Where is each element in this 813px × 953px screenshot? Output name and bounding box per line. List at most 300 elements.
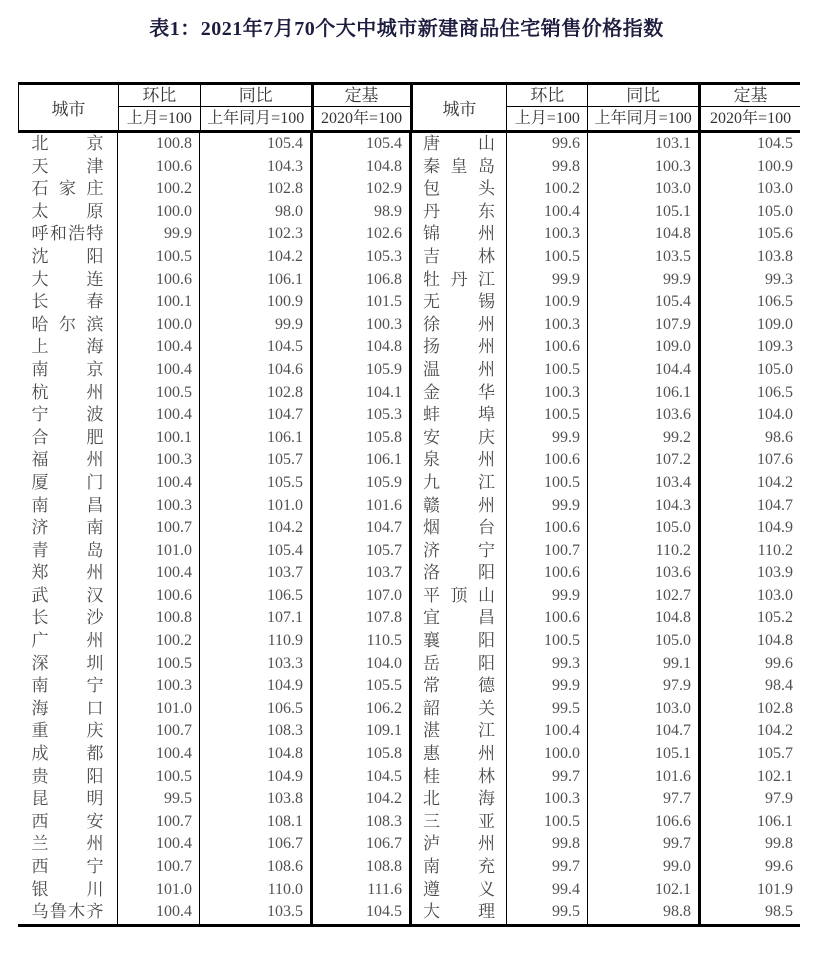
- table-row: [18, 585, 800, 608]
- city-name: 三 亚: [423, 811, 495, 831]
- city-cell-left: [18, 133, 118, 156]
- yoy-value-left: 104.3: [200, 156, 313, 179]
- city-cell-right: [412, 269, 507, 292]
- city-cell-left: [18, 630, 118, 653]
- fixed-value-right: 99.3: [765, 270, 793, 288]
- mom-value-right: 99.9: [507, 269, 588, 292]
- yoy-value-right: 102.7: [588, 585, 701, 608]
- city-name: 合 肥: [31, 427, 104, 447]
- yoy-value-left: 104.9: [200, 675, 313, 698]
- yoy-value-right: 105.0: [588, 630, 701, 653]
- mom-value-left: 100.5: [118, 382, 200, 405]
- mom-value-right: 100.3: [507, 223, 588, 246]
- mom-value-left: 100.7: [118, 720, 200, 743]
- fixed-value-left: 106.7: [313, 833, 412, 856]
- mom-value-left: 100.4: [118, 562, 200, 585]
- fixed-value-right: 103.0: [757, 180, 793, 198]
- city-cell-right: [412, 585, 507, 608]
- yoy-value-right: 107.9: [588, 314, 701, 337]
- mom-value-right: 100.2: [507, 178, 588, 201]
- fixed-value-right: 99.6: [765, 858, 793, 875]
- fixed-value-left: 106.2: [313, 698, 412, 721]
- city-cell-left: [18, 382, 118, 405]
- fixed-value-right: 104.8: [757, 632, 793, 650]
- city-cell-right: [412, 133, 507, 156]
- fixed-value-left: 105.9: [313, 472, 412, 495]
- mom-value-right: 100.0: [507, 743, 588, 766]
- city-cell-right: [412, 291, 507, 314]
- yoy-value-right: 97.7: [588, 788, 701, 811]
- city-cell-left: [18, 811, 118, 834]
- yoy-value-left: 98.0: [200, 201, 313, 224]
- mom-value-right: 99.7: [507, 766, 588, 789]
- fixed-value-right: 109.3: [757, 338, 793, 356]
- yoy-value-left: 108.1: [200, 811, 313, 834]
- city-cell-right: [412, 720, 507, 743]
- yoy-value-left: 103.3: [200, 653, 313, 676]
- header-yoy-right: [588, 85, 701, 130]
- city-name: 海 口: [31, 698, 104, 718]
- fixed-value-left: 98.9: [313, 201, 412, 224]
- table-row: [18, 133, 800, 156]
- table-body: [18, 133, 800, 927]
- mom-value-right: 99.3: [507, 653, 588, 676]
- city-name: 安 庆: [423, 427, 495, 447]
- city-cell-left: [18, 472, 118, 495]
- mom-value-left: 100.4: [118, 901, 200, 924]
- header-city-left-label: 城市: [51, 100, 86, 119]
- city-name: 徐 州: [423, 314, 495, 334]
- city-name: 上 海: [31, 337, 104, 357]
- city-name: 洛 阳: [423, 563, 495, 583]
- city-name: 宜 昌: [423, 608, 495, 628]
- table-row: [18, 811, 800, 834]
- yoy-value-right: 99.2: [588, 427, 701, 450]
- header-mom-left-label: 环比: [119, 85, 200, 107]
- city-cell-right: [412, 359, 507, 382]
- fixed-value-right: 98.5: [765, 903, 793, 921]
- fixed-value-left: 104.0: [313, 653, 412, 676]
- city-name: 遵 义: [423, 879, 495, 899]
- city-cell-left: [18, 856, 118, 879]
- city-name: 杭 州: [31, 382, 104, 402]
- fixed-value-right: 102.8: [757, 699, 793, 717]
- fixed-value-right: 97.9: [765, 790, 793, 808]
- city-cell-left: [18, 427, 118, 450]
- fixed-value-right: 103.9: [757, 564, 793, 582]
- header-fixed-right: [701, 85, 800, 130]
- city-name: 烟 台: [423, 518, 495, 538]
- table-row: [18, 833, 800, 856]
- table-row: [18, 449, 800, 472]
- table-row: [18, 743, 800, 766]
- mom-value-left: 100.5: [118, 246, 200, 269]
- fixed-value-right: 104.9: [757, 519, 793, 537]
- city-cell-right: [412, 788, 507, 811]
- city-name: 太 原: [31, 201, 104, 221]
- header-fixed-right-base: 2020年=100: [710, 110, 792, 127]
- yoy-value-right: 104.3: [588, 495, 701, 518]
- city-cell-left: [18, 743, 118, 766]
- yoy-value-right: 110.2: [588, 540, 701, 563]
- yoy-value-left: 106.1: [200, 269, 313, 292]
- yoy-value-right: 104.8: [588, 607, 701, 630]
- mom-value-right: 100.5: [507, 359, 588, 382]
- city-cell-right: [412, 540, 507, 563]
- city-cell-right: [412, 472, 507, 495]
- mom-value-right: 99.5: [507, 698, 588, 721]
- city-cell-right: [412, 382, 507, 405]
- yoy-value-left: 101.0: [200, 495, 313, 518]
- mom-value-left: 100.1: [118, 427, 200, 450]
- header-fixed-left: [314, 85, 413, 130]
- city-name: 深 圳: [31, 653, 104, 673]
- city-cell-right: [412, 562, 507, 585]
- city-cell-right: [412, 698, 507, 721]
- city-name: 韶 关: [423, 698, 495, 718]
- fixed-value-right: 106.1: [757, 812, 793, 830]
- table-row: [18, 607, 800, 630]
- fixed-value-left: 108.3: [313, 811, 412, 834]
- city-cell-left: [18, 540, 118, 563]
- yoy-value-right: 104.4: [588, 359, 701, 382]
- fixed-value-right: 98.6: [765, 428, 793, 446]
- mom-value-left: 100.2: [118, 178, 200, 201]
- city-name: 包 头: [423, 179, 495, 199]
- city-name: 大 连: [31, 269, 104, 289]
- fixed-value-right: 107.6: [757, 451, 793, 469]
- city-cell-left: [18, 449, 118, 472]
- city-name: 唐 山: [423, 134, 495, 153]
- fixed-value-left: 103.7: [313, 562, 412, 585]
- mom-value-left: 100.6: [118, 585, 200, 608]
- city-name: 南 宁: [31, 676, 104, 696]
- yoy-value-right: 99.1: [588, 653, 701, 676]
- fixed-value-right: 104.7: [757, 496, 793, 514]
- yoy-value-right: 99.9: [588, 269, 701, 292]
- city-cell-right: [412, 156, 507, 179]
- yoy-value-right: 103.5: [588, 246, 701, 269]
- city-name: 银 川: [31, 879, 104, 899]
- header-mom-right-label: 环比: [507, 85, 587, 107]
- city-name: 重 庆: [31, 721, 104, 741]
- city-name: 九 江: [423, 472, 495, 492]
- fixed-value-right: 104.0: [757, 406, 793, 424]
- yoy-value-right: 106.6: [588, 811, 701, 834]
- city-name: 秦 皇 岛: [423, 156, 495, 176]
- mom-value-right: 100.6: [507, 336, 588, 359]
- city-cell-left: [18, 833, 118, 856]
- city-name: 天 津: [31, 156, 104, 176]
- mom-value-left: 100.7: [118, 517, 200, 540]
- city-name: 北 京: [31, 134, 104, 153]
- table-row: [18, 291, 800, 314]
- fixed-value-left: 109.1: [313, 720, 412, 743]
- header-mom-left-base: 上月=100: [126, 110, 192, 127]
- city-name: 厦 门: [31, 472, 104, 492]
- city-name: 大 理: [423, 902, 495, 922]
- yoy-value-left: 106.5: [200, 698, 313, 721]
- yoy-value-right: 105.1: [588, 201, 701, 224]
- city-cell-right: [412, 404, 507, 427]
- table-row: [18, 382, 800, 405]
- table-row: [18, 856, 800, 879]
- mom-value-left: 100.1: [118, 291, 200, 314]
- price-index-table: [18, 82, 800, 927]
- city-name: 襄 阳: [423, 631, 495, 651]
- city-cell-left: [18, 562, 118, 585]
- city-name: 湛 江: [423, 721, 495, 741]
- table-row: [18, 472, 800, 495]
- city-cell-right: [412, 675, 507, 698]
- yoy-value-left: 104.2: [200, 246, 313, 269]
- city-name: 南 昌: [31, 495, 104, 515]
- yoy-value-left: 110.9: [200, 630, 313, 653]
- fixed-value-left: 105.8: [313, 427, 412, 450]
- yoy-value-left: 106.5: [200, 585, 313, 608]
- city-cell-left: [18, 223, 118, 246]
- fixed-value-right: 109.0: [757, 315, 793, 333]
- fixed-value-right: 102.1: [757, 767, 793, 785]
- mom-value-left: 100.3: [118, 495, 200, 518]
- mom-value-right: 99.9: [507, 585, 588, 608]
- yoy-value-left: 99.9: [200, 314, 313, 337]
- fixed-value-right: 98.4: [765, 677, 793, 695]
- fixed-value-right: 101.9: [757, 880, 793, 898]
- city-cell-right: [412, 743, 507, 766]
- table-row: [18, 630, 800, 653]
- city-cell-right: [412, 630, 507, 653]
- header-mom-left: [119, 85, 201, 130]
- city-cell-left: [18, 495, 118, 518]
- table-row: [18, 901, 800, 924]
- city-name: 兰 州: [31, 834, 104, 854]
- yoy-value-left: 104.2: [200, 517, 313, 540]
- city-cell-left: [18, 720, 118, 743]
- city-cell-left: [18, 901, 118, 924]
- city-name: 成 都: [31, 744, 104, 764]
- table-row: [18, 178, 800, 201]
- mom-value-right: 100.5: [507, 472, 588, 495]
- table-row: [18, 675, 800, 698]
- fixed-value-left: 110.5: [313, 630, 412, 653]
- city-cell-right: [412, 901, 507, 924]
- city-name: 广 州: [31, 631, 104, 651]
- fixed-value-right: 105.7: [757, 745, 793, 763]
- yoy-value-right: 103.6: [588, 562, 701, 585]
- mom-value-left: 100.8: [118, 607, 200, 630]
- yoy-value-left: 105.5: [200, 472, 313, 495]
- fixed-value-left: 106.8: [313, 269, 412, 292]
- mom-value-left: 100.8: [118, 133, 200, 156]
- table-row: [18, 540, 800, 563]
- city-name: 福 州: [31, 450, 104, 470]
- table-row: [18, 336, 800, 359]
- city-name: 济 宁: [423, 540, 495, 560]
- fixed-value-left: 104.2: [313, 788, 412, 811]
- city-name: 宁 波: [31, 405, 104, 425]
- fixed-value-right: 104.2: [757, 722, 793, 740]
- city-name: 吉 林: [423, 246, 495, 266]
- header-city-right: [413, 85, 508, 130]
- fixed-value-right: 100.9: [757, 157, 793, 175]
- yoy-value-left: 106.7: [200, 833, 313, 856]
- city-cell-right: [412, 178, 507, 201]
- mom-value-right: 100.3: [507, 314, 588, 337]
- city-cell-right: [412, 223, 507, 246]
- fixed-value-left: 102.9: [313, 178, 412, 201]
- fixed-value-left: 107.0: [313, 585, 412, 608]
- city-cell-right: [412, 879, 507, 902]
- city-cell-left: [18, 788, 118, 811]
- city-name: 平 顶 山: [423, 585, 495, 605]
- mom-value-left: 100.4: [118, 472, 200, 495]
- fixed-value-right: 99.8: [765, 835, 793, 853]
- yoy-value-right: 103.0: [588, 178, 701, 201]
- mom-value-right: 100.3: [507, 788, 588, 811]
- fixed-value-left: 104.7: [313, 517, 412, 540]
- city-cell-right: [412, 246, 507, 269]
- fixed-value-left: 105.3: [313, 404, 412, 427]
- city-cell-right: [412, 833, 507, 856]
- city-cell-right: [412, 336, 507, 359]
- city-name: 济 南: [31, 518, 104, 538]
- fixed-value-right: 106.5: [757, 293, 793, 311]
- city-cell-left: [18, 404, 118, 427]
- header-yoy-right-label: 同比: [588, 85, 698, 107]
- city-cell-left: [18, 201, 118, 224]
- city-name: 乌 鲁 木 齐: [31, 902, 104, 922]
- header-yoy-right-base: 上年同月=100: [594, 110, 692, 127]
- city-cell-right: [412, 607, 507, 630]
- yoy-value-right: 97.9: [588, 675, 701, 698]
- mom-value-left: 100.3: [118, 449, 200, 472]
- city-name: 泉 州: [423, 450, 495, 470]
- mom-value-right: 100.3: [507, 382, 588, 405]
- yoy-value-left: 104.6: [200, 359, 313, 382]
- city-cell-left: [18, 607, 118, 630]
- table-row: [18, 404, 800, 427]
- city-name: 郑 州: [31, 563, 104, 583]
- mom-value-right: 99.9: [507, 427, 588, 450]
- city-name: 北 海: [423, 789, 495, 809]
- mom-value-left: 100.7: [118, 856, 200, 879]
- fixed-value-right: 105.2: [757, 609, 793, 627]
- mom-value-left: 100.4: [118, 359, 200, 382]
- fixed-value-left: 106.1: [313, 449, 412, 472]
- city-cell-left: [18, 653, 118, 676]
- fixed-value-right: 105.0: [757, 202, 793, 220]
- city-name: 惠 州: [423, 744, 495, 764]
- city-name: 呼 和 浩 特: [31, 224, 104, 244]
- yoy-value-left: 110.0: [200, 879, 313, 902]
- table-row: [18, 766, 800, 789]
- city-name: 常 德: [423, 676, 495, 696]
- yoy-value-right: 101.6: [588, 766, 701, 789]
- fixed-value-left: 107.8: [313, 607, 412, 630]
- city-name: 西 安: [31, 811, 104, 831]
- city-name: 沈 阳: [31, 246, 104, 266]
- fixed-value-left: 105.3: [313, 246, 412, 269]
- city-name: 锦 州: [423, 224, 495, 244]
- city-cell-right: [412, 495, 507, 518]
- header-city-left: [19, 85, 119, 130]
- city-cell-left: [18, 517, 118, 540]
- yoy-value-right: 102.1: [588, 879, 701, 902]
- fixed-value-right: 99.6: [765, 654, 793, 672]
- city-cell-left: [18, 269, 118, 292]
- table-row: [18, 720, 800, 743]
- mom-value-right: 100.5: [507, 404, 588, 427]
- yoy-value-right: 99.7: [588, 833, 701, 856]
- city-name: 长 沙: [31, 608, 104, 628]
- city-cell-left: [18, 246, 118, 269]
- yoy-value-right: 109.0: [588, 336, 701, 359]
- yoy-value-right: 98.8: [588, 901, 701, 924]
- fixed-value-left: 108.8: [313, 856, 412, 879]
- yoy-value-left: 103.8: [200, 788, 313, 811]
- city-name: 丹 东: [423, 201, 495, 221]
- city-cell-left: [18, 291, 118, 314]
- city-cell-left: [18, 675, 118, 698]
- table-row: [18, 156, 800, 179]
- table-row: [18, 698, 800, 721]
- mom-value-left: 100.0: [118, 201, 200, 224]
- fixed-value-right: 103.8: [757, 247, 793, 265]
- table-row: [18, 427, 800, 450]
- city-name: 西 宁: [31, 857, 104, 876]
- fixed-value-left: 101.5: [313, 291, 412, 314]
- mom-value-right: 99.5: [507, 901, 588, 924]
- mom-value-right: 100.4: [507, 201, 588, 224]
- yoy-value-right: 104.7: [588, 720, 701, 743]
- header-yoy-left-label: 同比: [201, 85, 311, 107]
- city-cell-left: [18, 314, 118, 337]
- table-row: [18, 653, 800, 676]
- mom-value-left: 100.7: [118, 811, 200, 834]
- city-name: 桂 林: [423, 766, 495, 786]
- mom-value-right: 100.7: [507, 540, 588, 563]
- yoy-value-right: 104.8: [588, 223, 701, 246]
- fixed-value-left: 104.5: [313, 901, 412, 924]
- mom-value-left: 100.2: [118, 630, 200, 653]
- mom-value-left: 100.6: [118, 156, 200, 179]
- city-name: 石 家 庄: [31, 179, 104, 199]
- table-row: [18, 517, 800, 540]
- mom-value-right: 100.5: [507, 246, 588, 269]
- header-mom-right: [507, 85, 588, 130]
- yoy-value-right: 103.6: [588, 404, 701, 427]
- mom-value-right: 99.7: [507, 856, 588, 879]
- city-name: 岳 阳: [423, 653, 495, 673]
- fixed-value-right: 110.2: [757, 541, 793, 559]
- mom-value-left: 100.5: [118, 653, 200, 676]
- table-row: [18, 314, 800, 337]
- city-name: 无 锡: [423, 292, 495, 312]
- table-row: [18, 359, 800, 382]
- mom-value-right: 100.6: [507, 562, 588, 585]
- city-cell-left: [18, 156, 118, 179]
- fixed-value-left: 104.8: [313, 336, 412, 359]
- city-name: 贵 阳: [31, 766, 104, 786]
- table-title: 表1：2021年7月70个大中城市新建商品住宅销售价格指数: [149, 18, 664, 40]
- yoy-value-right: 103.4: [588, 472, 701, 495]
- yoy-value-right: 103.1: [588, 133, 701, 156]
- yoy-value-left: 104.8: [200, 743, 313, 766]
- yoy-value-left: 103.7: [200, 562, 313, 585]
- table-row: [18, 495, 800, 518]
- yoy-value-right: 106.1: [588, 382, 701, 405]
